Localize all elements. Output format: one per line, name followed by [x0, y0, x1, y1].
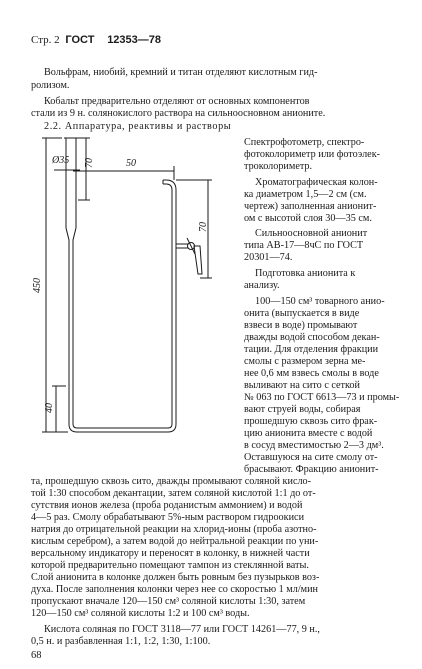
text-line: пропускают вначале 120—150 см³ соляной кислоты 1:30, затем	[31, 596, 306, 607]
text-line: Вольфрам, ниобий, кремний и титан отделяют кислотным гид-	[44, 67, 318, 78]
text-line: выливают на сито с сеткой	[244, 380, 360, 391]
text-line: ролизом.	[31, 80, 70, 91]
text-line: типа АВ-17—8чС по ГОСТ	[244, 240, 364, 251]
text-line: Слой анионита в колонке должен быть ровным без пузырьков воз-	[31, 572, 320, 583]
page-label: Стр. 2	[31, 34, 60, 46]
text-line: взвеси в воде) промывают	[244, 320, 358, 331]
text-line: Подготовка анионита к	[255, 268, 356, 279]
text-line: сутствия ионов железа (проба роданистым аммонием) и водой	[31, 500, 303, 511]
text-line: которой предварительно помещают тампон из стеклянной ваты.	[31, 560, 309, 571]
diameter-label: Ø35	[52, 155, 70, 166]
text-line: вают струей воды, собирая	[244, 404, 361, 415]
text-line: Сильноосновной анионит	[255, 228, 368, 239]
text-line: духа. После заполнения колонки через нее со скоростью 1 мл/мин	[31, 584, 318, 595]
text-line: нее 0,6 мм взвесь смолы в воде	[244, 368, 379, 379]
page-number: 68	[31, 650, 42, 661]
text-line: Кислота соляная по ГОСТ 3118—77 или ГОСТ 14261—77, 9 н.,	[44, 624, 320, 635]
gost-number: 12353—78	[107, 34, 162, 46]
text-line: брасывают. Фракцию анионит-	[244, 464, 379, 475]
text-line: Оставшуюся на сите смолу от-	[244, 452, 378, 463]
dim-top: 70	[84, 158, 95, 168]
text-line: ка диаметром 1,5—2 см (см.	[244, 189, 367, 200]
text-line: 100—150 см³ товарного анио-	[255, 296, 385, 307]
dim-arm-height: 70	[198, 222, 209, 232]
dim-total: 450	[32, 278, 43, 293]
text-line: тации. Для отделения фракции	[244, 344, 379, 355]
text-line: 4—5 раз. Смолу обрабатывают 5%-ным раствором гидроокиси	[31, 512, 305, 523]
text-line: ом с высотой слоя 30—35 см.	[244, 213, 372, 224]
dim-bottom: 40	[44, 403, 55, 413]
text-line: фотоколориметр или фотоэлек-	[244, 149, 381, 160]
page-header	[31, 34, 161, 46]
text-line: прошедшую сквозь сито фрак-	[244, 416, 378, 427]
text-line: в сосуд вместимостью 2—3 дм³.	[244, 440, 384, 451]
dim-arm-width: 50	[126, 158, 136, 169]
text-line: Спектрофотометр, спектро-	[244, 137, 365, 148]
text-line: анализу.	[244, 280, 280, 291]
text-line: натрия до отрицательной реакции на хлорид-ионы (проба азотно-	[31, 524, 317, 535]
text-line: 0,5 н. и разбавленная 1:1, 1:2, 1:30, 1:100.	[31, 636, 211, 647]
text-line: онита (выпускается в виде	[244, 308, 360, 319]
text-line: троколориметр.	[244, 161, 313, 172]
text-line: та, прошедшую сквозь сито, дважды промывают соляной кисло-	[31, 476, 312, 487]
gost-label: ГОСТ	[65, 34, 95, 46]
text-line: той 1:30 способом декантации, затем соляной кислотой 1:1 до от-	[31, 488, 316, 499]
text-line: стали из 9 н. солянокислого раствора на сильноосновном анионите.	[31, 108, 326, 119]
text-line: цию анионита вместе с водой	[244, 428, 373, 439]
text-line: 120—150 см³ соляной кислоты 1:2 и 100 см³ воды.	[31, 608, 250, 619]
text-line: чертеж) заполненная анионит-	[244, 201, 377, 212]
text-line: версальному индикатору и переносят в колонку, в нижней части	[31, 548, 310, 559]
text-line: кислым серебром), а затем водой до нейтральной реакции по уни-	[31, 536, 319, 547]
text-line: № 063 по ГОСТ 6613—73 и промы-	[244, 392, 400, 403]
text-line: смолы с размером зерна ме-	[244, 356, 366, 367]
text-line: 20301—74.	[244, 252, 293, 263]
text-line: Хроматографическая колон-	[255, 177, 378, 188]
column-drawing	[28, 128, 218, 450]
section-heading: 2.2. Аппаратура, реактивы и растворы	[44, 121, 232, 132]
text-line: дважды водой способом декан-	[244, 332, 380, 343]
text-line: Кобальт предварительно отделяют от основных компонентов	[44, 96, 310, 107]
